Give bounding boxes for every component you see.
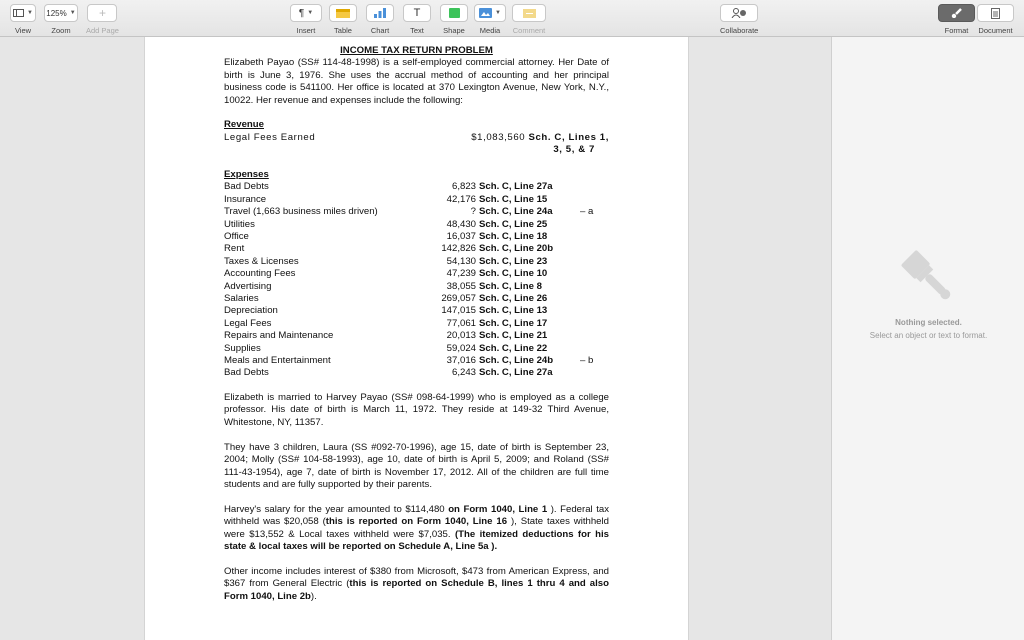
expense-note bbox=[576, 181, 606, 193]
expense-label: Repairs and Maintenance bbox=[224, 330, 334, 342]
expense-note: – b bbox=[580, 354, 594, 366]
zoom-label: Zoom bbox=[51, 26, 71, 35]
table-label: Table bbox=[334, 26, 352, 35]
expense-amount: 47,239 bbox=[446, 268, 476, 280]
insert-button[interactable]: ¶ ▼ bbox=[290, 4, 322, 22]
expense-amount: 37,016 bbox=[446, 354, 476, 366]
text-label: Text bbox=[410, 26, 424, 35]
expense-note bbox=[576, 194, 606, 206]
expense-note: – a bbox=[580, 206, 594, 218]
expense-amount: 6,243 bbox=[451, 367, 476, 379]
expense-amount: 54,130 bbox=[446, 255, 476, 267]
expense-label: Bad Debts bbox=[224, 181, 269, 193]
expense-ref: Sch. C, Line 26 bbox=[479, 292, 548, 304]
expense-amount: 142,826 bbox=[441, 243, 476, 255]
shape-icon bbox=[449, 8, 460, 18]
text-control[interactable] bbox=[403, 4, 431, 35]
other-income-paragraph: Other income includes interest of $380 from Microsoft, $473 from American Express, and $367 from General Electric (this is reported on Schedule B, lines 1 thru 4 and also Form 1040, Line 2b). bbox=[224, 565, 609, 602]
expense-ref: Sch. C, Line 20b bbox=[479, 243, 554, 255]
format-label: Format bbox=[944, 26, 969, 35]
expenses-heading: Expenses bbox=[224, 169, 269, 181]
plus-icon: + bbox=[98, 6, 106, 20]
shape-button[interactable] bbox=[440, 4, 468, 22]
comment-button[interactable] bbox=[512, 4, 546, 22]
expense-ref: Sch. C, Line 15 bbox=[479, 193, 548, 205]
expense-label: Supplies bbox=[224, 342, 261, 354]
expense-note bbox=[576, 268, 606, 280]
expense-label: Insurance bbox=[224, 193, 267, 205]
expense-list bbox=[224, 181, 609, 379]
insert-label: Insert bbox=[296, 26, 316, 35]
collaborate-label: Collaborate bbox=[720, 26, 759, 35]
expense-row bbox=[224, 206, 609, 218]
revenue-amount: $1,083,560 bbox=[471, 131, 526, 143]
revenue-heading: Revenue bbox=[224, 119, 264, 131]
expense-label: Accounting Fees bbox=[224, 268, 296, 280]
insert-control[interactable] bbox=[290, 4, 322, 35]
collaborate-control[interactable] bbox=[720, 4, 758, 35]
expense-amount: 147,015 bbox=[441, 305, 476, 317]
expense-amount: ? bbox=[470, 206, 476, 218]
expense-ref: Sch. C, Line 21 bbox=[479, 330, 548, 342]
expense-row bbox=[224, 330, 609, 342]
document-body[interactable] bbox=[224, 45, 609, 603]
view-control[interactable] bbox=[10, 4, 36, 35]
table-button[interactable] bbox=[329, 4, 357, 22]
spouse-paragraph: Elizabeth is married to Harvey Payao (SS# 098-64-1999) who is employed as a college professor. His date of birth is March 11, 1972. They reside at 149-32 Third Avenue, Whitestone, NY, 11357. bbox=[224, 392, 609, 428]
expense-amount: 16,037 bbox=[446, 231, 476, 242]
expense-row bbox=[224, 343, 609, 355]
chart-label: Chart bbox=[370, 26, 390, 35]
add-page-control[interactable] bbox=[86, 4, 119, 35]
expense-label: Depreciation bbox=[224, 305, 278, 317]
expense-amount: 48,430 bbox=[446, 218, 476, 230]
revenue-ref: Sch. C, Lines 1, bbox=[528, 131, 609, 143]
expense-amount: 77,061 bbox=[446, 317, 476, 329]
expense-label: Salaries bbox=[224, 292, 259, 304]
expense-note bbox=[576, 219, 606, 231]
expense-ref: Sch. C, Line 24b bbox=[479, 354, 554, 366]
expense-ref: Sch. C, Line 18 bbox=[479, 231, 548, 242]
view-label: View bbox=[14, 26, 32, 35]
expense-note bbox=[576, 318, 606, 330]
expense-ref: Sch. C, Line 22 bbox=[479, 342, 548, 354]
expense-row bbox=[224, 305, 609, 317]
expense-amount: 59,024 bbox=[446, 342, 476, 354]
chart-button[interactable] bbox=[366, 4, 394, 22]
expense-ref: Sch. C, Line 27a bbox=[479, 181, 553, 193]
expense-ref: Sch. C, Line 10 bbox=[479, 268, 548, 280]
expense-row bbox=[224, 367, 609, 379]
toolbar bbox=[0, 0, 1024, 37]
expense-row bbox=[224, 243, 609, 255]
expense-row bbox=[224, 268, 609, 280]
add-page-label: Add Page bbox=[86, 26, 119, 35]
chevron-down-icon: ▼ bbox=[69, 10, 76, 16]
paintbrush-icon bbox=[898, 247, 960, 309]
expense-amount: 38,055 bbox=[446, 280, 476, 292]
expense-ref: Sch. C, Line 8 bbox=[479, 280, 542, 292]
document-page[interactable] bbox=[144, 37, 689, 640]
expense-note bbox=[576, 367, 606, 379]
nothing-selected-title: Nothing selected. bbox=[895, 318, 962, 327]
document-canvas[interactable] bbox=[0, 37, 831, 640]
chart-control[interactable] bbox=[366, 4, 394, 35]
comment-icon bbox=[523, 9, 536, 18]
chart-icon bbox=[373, 8, 387, 18]
comment-label: Comment bbox=[512, 26, 546, 35]
media-icon bbox=[479, 8, 492, 18]
document-label: Document bbox=[978, 26, 1013, 35]
intro-paragraph: Elizabeth Payao (SS# 114-48-1998) is a self-employed commercial attorney. Her Date of birth is June 3, 1976. She uses the accrual method of accounting and her principal business code is 541100. Her office is located at 370 Lexington Avenue, New York, N.Y., 10022. Her revenue and expenses include the following: bbox=[224, 57, 609, 106]
expense-label: Rent bbox=[224, 243, 245, 255]
expense-note bbox=[576, 330, 606, 342]
zoom-control[interactable] bbox=[44, 4, 78, 35]
expense-note bbox=[576, 243, 606, 255]
expense-label: Legal Fees bbox=[224, 317, 272, 329]
expense-row bbox=[224, 181, 609, 193]
children-paragraph: They have 3 children, Laura (SS #092-70-1996), age 15, date of birth is September 23, 2004; Molly (SS# 104-58-1993), age 10, date of birth is April 5, 2009; and Roland (SS# 111-43-1954), age 7, date of birth is November 17, 2012. All of the children are full time students and are fully supported by their parents. bbox=[224, 441, 609, 490]
expense-label: Office bbox=[224, 231, 249, 242]
expense-note bbox=[576, 281, 606, 293]
expense-ref: Sch. C, Line 24a bbox=[479, 206, 553, 218]
expense-row bbox=[224, 281, 609, 293]
expense-note bbox=[576, 305, 606, 317]
add-page-button[interactable] bbox=[87, 4, 117, 22]
expense-note bbox=[576, 256, 606, 268]
expense-note bbox=[576, 231, 606, 243]
expense-ref: Sch. C, Line 13 bbox=[479, 305, 548, 317]
expense-row bbox=[224, 293, 609, 305]
revenue-label: Legal Fees Earned bbox=[224, 131, 316, 143]
doc-title: INCOME TAX RETURN PROBLEM bbox=[340, 45, 493, 56]
collaborate-button[interactable] bbox=[720, 4, 758, 22]
format-button[interactable] bbox=[938, 4, 975, 22]
document-icon bbox=[991, 8, 1000, 19]
expense-row bbox=[224, 256, 609, 268]
text-button[interactable] bbox=[403, 4, 431, 22]
collaborate-icon bbox=[731, 8, 747, 18]
expense-row bbox=[224, 355, 609, 367]
nothing-selected-subtitle: Select an object or text to format. bbox=[869, 331, 988, 340]
expense-label: Bad Debts bbox=[224, 367, 269, 379]
expense-amount: 6,823 bbox=[451, 181, 476, 193]
revenue-row bbox=[224, 132, 609, 144]
expense-ref: Sch. C, Line 23 bbox=[479, 255, 548, 267]
table-icon bbox=[336, 9, 350, 18]
expense-ref: Sch. C, Line 25 bbox=[479, 218, 548, 230]
expense-label: Advertising bbox=[224, 280, 272, 292]
expense-row bbox=[224, 194, 609, 206]
harvey-paragraph: Harvey's salary for the year amounted to $114,480 on Form 1040, Line 1 ). Federal tax withheld was $20,058 (this is reported on Form 1040, Line 16 ), State taxes withheld were $13,552 & Local taxes withheld were $7,035. (The itemized deductions for his state & local taxes will be reported on Schedule A, Line 5a ). bbox=[224, 503, 610, 552]
expense-ref: Sch. C, Line 27a bbox=[479, 367, 553, 379]
expense-note bbox=[576, 343, 606, 355]
pilcrow-icon: ¶ bbox=[298, 7, 305, 19]
document-control[interactable] bbox=[977, 4, 1014, 35]
table-control[interactable] bbox=[329, 4, 357, 35]
expense-row bbox=[224, 219, 609, 231]
view-button[interactable]: ▼ bbox=[10, 4, 36, 22]
document-button[interactable] bbox=[977, 4, 1014, 22]
view-icon bbox=[13, 9, 24, 17]
media-control[interactable] bbox=[474, 4, 506, 35]
expense-amount: 20,013 bbox=[446, 330, 476, 342]
text-icon: T bbox=[413, 7, 421, 19]
expense-label: Travel (1,663 business miles driven) bbox=[224, 206, 378, 218]
shape-label: Shape bbox=[443, 26, 465, 35]
expense-ref: Sch. C, Line 17 bbox=[479, 317, 548, 329]
zoom-value: 125% bbox=[46, 8, 67, 18]
zoom-select[interactable] bbox=[44, 4, 78, 22]
comment-control[interactable] bbox=[512, 4, 546, 35]
expense-amount: 42,176 bbox=[446, 193, 476, 205]
revenue-ref-cont: 3, 5, & 7 bbox=[553, 144, 595, 156]
expense-amount: 269,057 bbox=[441, 292, 476, 304]
media-label: Media bbox=[479, 26, 501, 35]
expense-note bbox=[576, 293, 606, 305]
shape-control[interactable] bbox=[440, 4, 468, 35]
expense-label: Utilities bbox=[224, 218, 255, 230]
expense-label: Meals and Entertainment bbox=[224, 354, 331, 366]
format-control[interactable] bbox=[938, 4, 975, 35]
expense-row bbox=[224, 231, 609, 243]
expense-label: Taxes & Licenses bbox=[224, 255, 299, 267]
expense-row bbox=[224, 318, 609, 330]
media-button[interactable]: ▼ bbox=[474, 4, 506, 22]
format-sidebar bbox=[831, 37, 1024, 640]
paintbrush-icon bbox=[951, 8, 962, 18]
